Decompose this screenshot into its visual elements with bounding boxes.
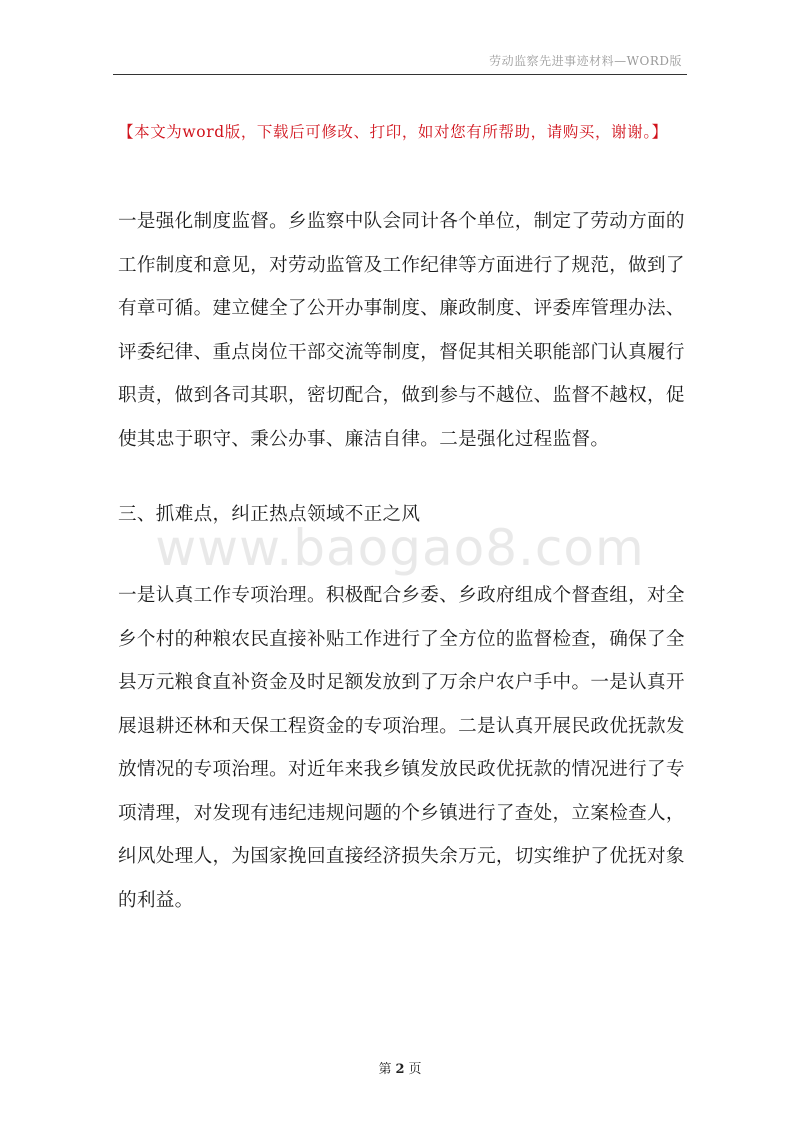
- header-divider: [113, 74, 687, 75]
- paragraph-system-supervision: [118, 200, 684, 461]
- paragraph-line: 工作制度和意见，对劳动监管及工作纪律等方面进行了规范，做到了: [118, 254, 685, 276]
- paragraph-line: 使其忠于职守、秉公办事、廉洁自律。二是强化过程监督。: [118, 428, 610, 450]
- paragraph-line: 放情况的专项治理。对近年来我乡镇发放民政优抚款的情况进行了专: [118, 759, 685, 780]
- watermark-text: www.baogao8.com: [155, 519, 645, 577]
- paragraph-line: 评委纪律、重点岗位干部交流等制度，督促其相关职能部门认真履行: [118, 341, 685, 363]
- purchase-notice: 【本文为word版，下载后可修改、打印，如对您有所帮助，请购买，谢谢。】: [118, 123, 668, 141]
- paragraph-line: 一是强化制度监督。乡监察中队会同计各个单位，制定了劳动方面的: [118, 211, 685, 232]
- section-heading-text: 三、抓难点，纠正热点领域不正之风: [118, 504, 421, 525]
- page-footer: [0, 1058, 800, 1077]
- paragraph-line: 纠风处理人，为国家挽回直接经济损失余万元，切实维护了优抚对象: [118, 846, 685, 867]
- section-heading-three: [118, 493, 684, 537]
- page-header-title: 劳动监察先进事迹材料—WORD版: [489, 54, 682, 68]
- paragraph-line: 项清理，对发现有违纪违规问题的个乡镇进行了查处，立案检查人，: [118, 802, 685, 824]
- footer-suffix: 页: [408, 1062, 422, 1077]
- paragraph-line: 展退耕还林和天保工程资金的专项治理。二是认真开展民政优抚款发: [118, 715, 685, 737]
- page-number: 2: [395, 1062, 405, 1077]
- paragraph-line: 一是认真工作专项治理。积极配合乡委、乡政府组成个督查组，对全: [118, 585, 685, 606]
- footer-prefix: 第: [378, 1062, 392, 1077]
- paragraph-line: 的利益。: [118, 889, 194, 911]
- paragraph-line: 职责，做到各司其职，密切配合，做到参与不越位、监督不越权，促: [118, 385, 685, 406]
- paragraph-line: 有章可循。建立健全了公开办事制度、廉政制度、评委库管理办法、: [118, 298, 685, 319]
- paragraph-special-governance: [118, 574, 684, 922]
- paragraph-line: 县万元粮食直补资金及时足额发放到了万余户农户手中。一是认真开: [118, 672, 685, 693]
- paragraph-line: 乡个村的种粮农民直接补贴工作进行了全方位的监督检查，确保了全: [118, 628, 685, 650]
